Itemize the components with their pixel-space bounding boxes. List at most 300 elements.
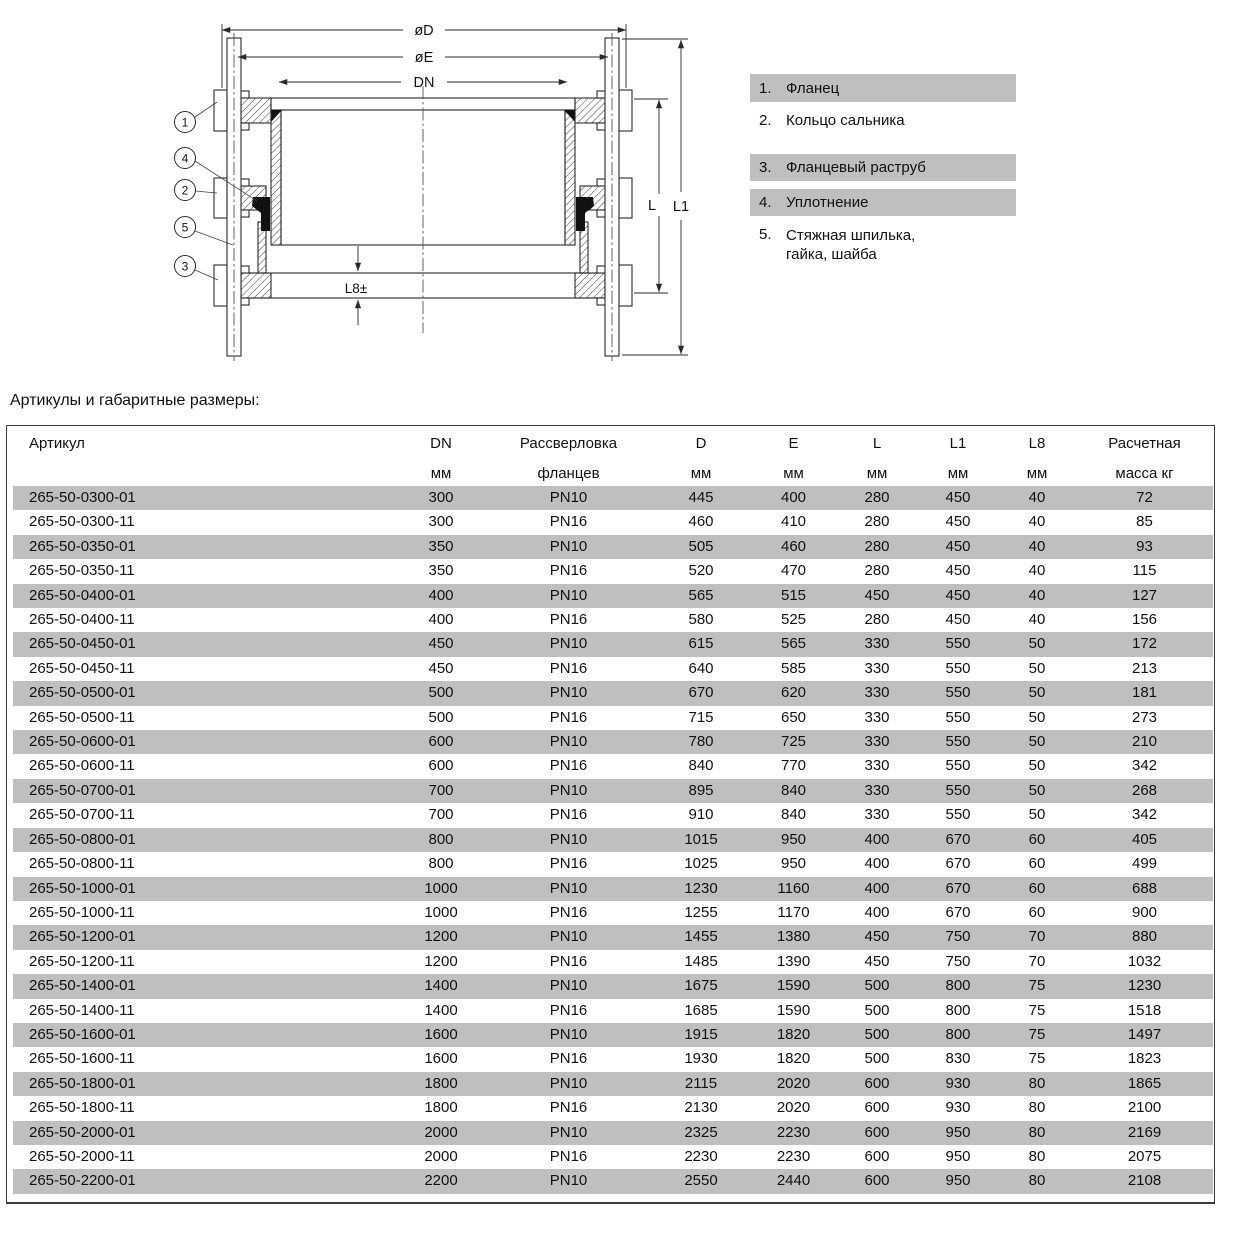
value-cell: 80 <box>1028 1074 1046 1092</box>
value-cell: 400 <box>864 903 890 921</box>
table-row <box>13 1096 1213 1120</box>
value-cell: 450 <box>864 952 890 970</box>
value-cell: 550 <box>945 781 971 799</box>
value-cell: 80 <box>1028 1099 1046 1117</box>
value-cell: PN10 <box>549 537 588 555</box>
value-cell: 615 <box>688 635 714 653</box>
table-row <box>13 901 1213 925</box>
header-cell: E <box>788 434 799 452</box>
value-cell: 640 <box>688 659 714 677</box>
value-cell: PN10 <box>549 1025 588 1043</box>
value-cell: 400 <box>780 489 807 506</box>
value-cell: 268 <box>1131 781 1158 799</box>
value-cell: 800 <box>428 855 454 873</box>
value-cell: 688 <box>1131 879 1158 897</box>
header-cell: L <box>872 434 882 452</box>
value-cell: 500 <box>428 708 454 726</box>
table-row <box>13 803 1213 827</box>
value-cell: 2440 <box>776 1172 811 1190</box>
socket-flange-right <box>575 273 605 298</box>
value-cell: 1685 <box>684 1001 718 1019</box>
value-cell: 950 <box>780 830 807 848</box>
value-cell: PN10 <box>549 1074 588 1092</box>
article-cell: 265-50-0800-11 <box>29 855 135 873</box>
value-cell: 565 <box>780 635 807 653</box>
article-cell: 265-50-0350-01 <box>29 537 136 555</box>
value-cell: 330 <box>864 659 890 677</box>
header-cell: мм <box>866 464 888 482</box>
value-cell: 500 <box>864 1050 890 1068</box>
article-cell: 265-50-0350-11 <box>29 562 135 580</box>
value-cell: 830 <box>945 1050 971 1068</box>
table-row <box>13 779 1213 803</box>
value-cell: 1600 <box>424 1025 458 1043</box>
value-cell: 1200 <box>424 952 458 970</box>
value-cell: 1930 <box>684 1050 718 1068</box>
value-cell: 1820 <box>776 1050 811 1068</box>
dim-label-oe: øE <box>414 50 434 66</box>
value-cell: 330 <box>864 635 890 653</box>
value-cell: 520 <box>688 562 714 580</box>
value-cell: 499 <box>1131 855 1158 873</box>
value-cell: PN16 <box>549 855 588 873</box>
legend-item-label: Кольцо сальника <box>786 111 905 129</box>
value-cell: 50 <box>1028 781 1046 799</box>
legend-item-number: 2. <box>759 111 772 129</box>
value-cell: 500 <box>864 977 890 995</box>
value-cell: 1800 <box>424 1074 458 1092</box>
section-title: Артикулы и габаритные размеры: <box>10 392 260 409</box>
value-cell: 1000 <box>424 879 458 897</box>
flange-block-left <box>241 98 271 123</box>
value-cell: 2115 <box>684 1074 718 1092</box>
value-cell: 505 <box>688 537 714 555</box>
value-cell: 1170 <box>777 903 810 921</box>
value-cell: 280 <box>864 562 890 580</box>
value-cell: 750 <box>945 952 971 970</box>
value-cell: 1823 <box>1127 1050 1162 1068</box>
parts-legend <box>750 74 1016 274</box>
value-cell: 1230 <box>1127 977 1162 995</box>
table-row <box>13 974 1213 998</box>
value-cell: 280 <box>864 611 890 629</box>
article-cell: 265-50-2000-01 <box>29 1123 136 1141</box>
value-cell: 50 <box>1028 635 1046 653</box>
value-cell: 2075 <box>1127 1147 1162 1165</box>
value-cell: 840 <box>780 781 807 799</box>
value-cell: 670 <box>945 879 971 897</box>
value-cell: 2130 <box>684 1099 718 1117</box>
header-cell: масса кг <box>1115 464 1174 482</box>
value-cell: 800 <box>945 1025 971 1043</box>
value-cell: PN10 <box>549 1172 588 1190</box>
table-row <box>13 925 1213 949</box>
value-cell: 2020 <box>776 1074 811 1092</box>
value-cell: 2230 <box>684 1147 718 1165</box>
value-cell: PN10 <box>549 977 588 995</box>
table-row <box>13 510 1213 534</box>
value-cell: 1032 <box>1127 952 1162 970</box>
value-cell: 280 <box>864 513 890 531</box>
value-cell: 72 <box>1136 489 1153 506</box>
value-cell: 450 <box>945 489 971 506</box>
value-cell: PN10 <box>549 879 588 897</box>
value-cell: 2200 <box>424 1172 458 1190</box>
legend-item-stud-nut-washer <box>750 223 1016 267</box>
value-cell: PN10 <box>549 635 588 653</box>
header-cell: мм <box>947 464 969 482</box>
value-cell: 210 <box>1131 733 1158 751</box>
article-cell: 265-50-2200-01 <box>29 1172 136 1190</box>
article-cell: 265-50-1200-11 <box>29 952 135 970</box>
value-cell: 70 <box>1028 952 1046 970</box>
value-cell: 2325 <box>684 1123 718 1141</box>
table-row <box>13 1145 1213 1169</box>
dim-label-dn: DN <box>413 75 435 91</box>
table-row <box>13 877 1213 901</box>
table-row <box>13 535 1213 559</box>
value-cell: 580 <box>688 611 714 629</box>
value-cell: PN16 <box>549 806 588 824</box>
dim-label-l: L <box>647 198 657 214</box>
value-cell: 930 <box>945 1074 971 1092</box>
header-cell: мм <box>1026 464 1048 482</box>
value-cell: 880 <box>1131 928 1158 946</box>
value-cell: 770 <box>780 757 807 775</box>
dim-label-od: øD <box>414 23 434 39</box>
value-cell: 2550 <box>684 1172 718 1190</box>
value-cell: 450 <box>864 586 890 604</box>
value-cell: 500 <box>864 1025 890 1043</box>
value-cell: 780 <box>688 733 714 751</box>
callout-num-2: 2 <box>181 183 189 198</box>
article-cell: 265-50-0400-01 <box>29 586 136 604</box>
legend-item-label: Фланцевый раструб <box>786 159 926 176</box>
value-cell: 550 <box>945 733 971 751</box>
value-cell: 156 <box>1131 611 1158 629</box>
value-cell: PN16 <box>549 611 588 629</box>
header-cell: Артикул <box>29 434 85 452</box>
value-cell: PN16 <box>549 1147 588 1165</box>
value-cell: 950 <box>945 1147 971 1165</box>
value-cell: 600 <box>428 733 454 751</box>
legend-item-label <box>786 226 915 264</box>
value-cell: 450 <box>428 659 454 677</box>
value-cell: 93 <box>1136 537 1153 555</box>
value-cell: 450 <box>945 562 971 580</box>
dim-label-l1: L1 <box>672 199 690 215</box>
value-cell: 172 <box>1131 635 1158 653</box>
value-cell: 470 <box>780 562 807 580</box>
value-cell: 50 <box>1028 659 1046 677</box>
value-cell: 350 <box>428 562 454 580</box>
value-cell: PN16 <box>549 903 588 921</box>
seal-left <box>252 197 270 231</box>
value-cell: PN10 <box>549 1123 588 1141</box>
value-cell: 800 <box>945 1001 971 1019</box>
value-cell: PN16 <box>549 659 588 677</box>
value-cell: 450 <box>945 513 971 531</box>
value-cell: 700 <box>428 781 454 799</box>
callout-num-3: 3 <box>181 259 189 274</box>
value-cell: PN16 <box>549 562 588 580</box>
table-row <box>13 1047 1213 1071</box>
article-cell: 265-50-0700-11 <box>29 806 135 824</box>
value-cell: 400 <box>864 879 890 897</box>
value-cell: 273 <box>1131 708 1158 726</box>
article-cell: 265-50-0300-01 <box>29 489 136 506</box>
value-cell: 550 <box>945 635 971 653</box>
header-cell <box>13 460 396 486</box>
value-cell: 50 <box>1028 733 1046 751</box>
value-cell: 1518 <box>1127 1001 1162 1019</box>
value-cell: 1675 <box>684 977 718 995</box>
value-cell: 515 <box>780 586 807 604</box>
value-cell: PN10 <box>549 586 588 604</box>
article-cell: 265-50-1000-11 <box>29 903 135 921</box>
legend-item-number: 1. <box>759 79 772 97</box>
value-cell: 500 <box>864 1001 890 1019</box>
value-cell: 1380 <box>776 928 811 946</box>
value-cell: 60 <box>1028 903 1046 921</box>
value-cell: 1255 <box>684 903 718 921</box>
header-cell: L1 <box>949 434 967 452</box>
legend-item-flanged-socket <box>750 154 1016 181</box>
technical-drawing <box>0 0 740 380</box>
legend-item-label-line1: Стяжная шпилька, <box>786 227 916 244</box>
header-cell: мм <box>430 464 452 482</box>
dimensions-table-container <box>6 425 1215 1204</box>
legend-item-number: 3. <box>759 159 772 176</box>
pipe-wall-right <box>565 110 575 245</box>
value-cell: 840 <box>780 806 807 824</box>
article-cell: 265-50-0600-01 <box>29 733 136 751</box>
table-row <box>13 559 1213 583</box>
value-cell: 80 <box>1028 1147 1046 1165</box>
callout-num-1: 1 <box>181 115 189 130</box>
value-cell: PN10 <box>549 781 588 799</box>
header-cell: D <box>695 434 707 452</box>
header-cell: фланцев <box>537 464 600 482</box>
value-cell: 330 <box>864 806 890 824</box>
value-cell: 550 <box>945 757 971 775</box>
value-cell: 800 <box>945 977 971 995</box>
value-cell: 1497 <box>1127 1025 1162 1043</box>
value-cell: 75 <box>1028 1050 1046 1068</box>
value-cell: 1590 <box>776 1001 811 1019</box>
value-cell: 60 <box>1028 830 1046 848</box>
value-cell: PN10 <box>549 489 588 506</box>
value-cell: 715 <box>688 708 714 726</box>
value-cell: PN16 <box>549 1001 588 1019</box>
value-cell: 550 <box>945 806 971 824</box>
value-cell: 330 <box>864 708 890 726</box>
table-body <box>13 486 1213 1194</box>
value-cell: 342 <box>1131 806 1158 824</box>
value-cell: 600 <box>428 757 454 775</box>
value-cell: 40 <box>1028 586 1046 604</box>
callout-num-5: 5 <box>181 220 189 235</box>
value-cell: PN10 <box>549 733 588 751</box>
legend-item-number: 5. <box>759 226 772 243</box>
value-cell: 700 <box>428 806 454 824</box>
value-cell: 50 <box>1028 806 1046 824</box>
value-cell: PN10 <box>549 830 588 848</box>
value-cell: 1400 <box>424 977 458 995</box>
value-cell: 1230 <box>684 879 718 897</box>
value-cell: 75 <box>1028 1025 1046 1043</box>
value-cell: 400 <box>864 830 890 848</box>
value-cell: 410 <box>780 513 807 531</box>
table-row <box>13 486 1213 510</box>
value-cell: 620 <box>780 684 807 702</box>
value-cell: 181 <box>1131 684 1158 702</box>
table-row <box>13 950 1213 974</box>
value-cell: 1400 <box>424 1001 458 1019</box>
table-row <box>13 706 1213 730</box>
table-row <box>13 828 1213 852</box>
dim-label-l8: L8± <box>344 281 368 296</box>
value-cell: PN16 <box>549 708 588 726</box>
value-cell: 1200 <box>424 928 458 946</box>
value-cell: 50 <box>1028 757 1046 775</box>
value-cell: 910 <box>688 806 714 824</box>
legend-item-label: Фланец <box>786 79 840 97</box>
article-cell: 265-50-1600-01 <box>29 1025 136 1043</box>
table-row <box>13 681 1213 705</box>
table-row <box>13 1169 1213 1193</box>
value-cell: PN16 <box>549 952 588 970</box>
value-cell: 450 <box>945 611 971 629</box>
value-cell: 80 <box>1028 1123 1046 1141</box>
article-cell: 265-50-0450-01 <box>29 635 136 653</box>
value-cell: 1015 <box>684 830 718 848</box>
value-cell: 450 <box>428 635 454 653</box>
dimension-l <box>634 99 668 293</box>
value-cell: 460 <box>688 513 714 531</box>
value-cell: 75 <box>1028 1001 1046 1019</box>
value-cell: PN16 <box>549 1050 588 1068</box>
value-cell: 600 <box>864 1074 890 1092</box>
value-cell: 930 <box>945 1099 971 1117</box>
value-cell: 450 <box>945 586 971 604</box>
value-cell: 115 <box>1132 562 1157 580</box>
legend-item-seal <box>750 189 1016 216</box>
header-row <box>13 426 1213 460</box>
value-cell: 1455 <box>684 928 718 946</box>
value-cell: 950 <box>945 1123 971 1141</box>
value-cell: 350 <box>428 537 454 555</box>
value-cell: 565 <box>688 586 714 604</box>
value-cell: 40 <box>1028 513 1046 531</box>
value-cell: 2000 <box>424 1123 458 1141</box>
article-cell: 265-50-0700-01 <box>29 781 136 799</box>
article-cell: 265-50-0800-01 <box>29 830 136 848</box>
value-cell: 400 <box>428 611 454 629</box>
table-row <box>13 584 1213 608</box>
value-cell: 895 <box>688 781 714 799</box>
article-cell: 265-50-0450-11 <box>29 659 135 677</box>
value-cell: PN16 <box>549 1099 588 1117</box>
value-cell: 950 <box>780 855 807 873</box>
value-cell: 750 <box>945 928 971 946</box>
table-row <box>13 852 1213 876</box>
value-cell: 70 <box>1028 928 1046 946</box>
article-cell: 265-50-1200-01 <box>29 928 136 946</box>
value-cell: 85 <box>1136 513 1153 531</box>
value-cell: 725 <box>780 733 807 751</box>
header-cell: Рассверловка <box>519 434 618 452</box>
table-row <box>13 1023 1213 1047</box>
table-row <box>13 608 1213 632</box>
article-cell: 265-50-1800-01 <box>29 1074 136 1092</box>
value-cell: 1590 <box>776 977 811 995</box>
value-cell: 40 <box>1028 611 1046 629</box>
header-cell: мм <box>690 464 712 482</box>
flange-block-right <box>575 98 605 123</box>
value-cell: 600 <box>864 1147 890 1165</box>
value-cell: 60 <box>1028 879 1046 897</box>
seal-right <box>576 197 594 231</box>
value-cell: 450 <box>945 537 971 555</box>
value-cell: 840 <box>688 757 714 775</box>
table-row <box>13 730 1213 754</box>
value-cell: 2169 <box>1127 1123 1162 1141</box>
value-cell: PN16 <box>549 757 588 775</box>
value-cell: 405 <box>1131 830 1158 848</box>
legend-item-number: 4. <box>759 194 772 211</box>
header-cell: DN <box>430 434 452 452</box>
value-cell: 50 <box>1028 708 1046 726</box>
value-cell: 1390 <box>776 952 811 970</box>
value-cell: 460 <box>780 537 807 555</box>
value-cell: 1160 <box>777 879 810 897</box>
value-cell: 400 <box>428 586 454 604</box>
value-cell: 1025 <box>684 855 718 873</box>
value-cell: 1600 <box>424 1050 458 1068</box>
value-cell: 450 <box>864 928 890 946</box>
value-cell: 950 <box>945 1172 971 1190</box>
value-cell: 2100 <box>1127 1099 1162 1117</box>
value-cell: 550 <box>945 659 971 677</box>
value-cell: 75 <box>1028 977 1046 995</box>
table-row <box>13 754 1213 778</box>
value-cell: PN16 <box>549 513 588 531</box>
table-row <box>13 657 1213 681</box>
value-cell: 1800 <box>424 1099 458 1117</box>
value-cell: 500 <box>428 684 454 702</box>
table-row <box>13 999 1213 1023</box>
value-cell: 330 <box>864 684 890 702</box>
value-cell: 1485 <box>684 952 718 970</box>
value-cell: 900 <box>1131 903 1158 921</box>
value-cell: 330 <box>864 781 890 799</box>
value-cell: 280 <box>864 537 890 555</box>
legend-item-flange <box>750 74 1016 102</box>
value-cell: PN10 <box>549 684 588 702</box>
value-cell: 550 <box>945 684 971 702</box>
value-cell: 1000 <box>424 903 458 921</box>
value-cell: 1915 <box>684 1025 718 1043</box>
value-cell: 342 <box>1131 757 1158 775</box>
article-cell: 265-50-0600-11 <box>29 757 135 775</box>
value-cell: 280 <box>864 489 890 506</box>
value-cell: 2230 <box>776 1123 811 1141</box>
value-cell: 445 <box>688 489 714 506</box>
table-row <box>13 1072 1213 1096</box>
article-cell: 265-50-0400-11 <box>29 611 135 629</box>
value-cell: 400 <box>864 855 890 873</box>
